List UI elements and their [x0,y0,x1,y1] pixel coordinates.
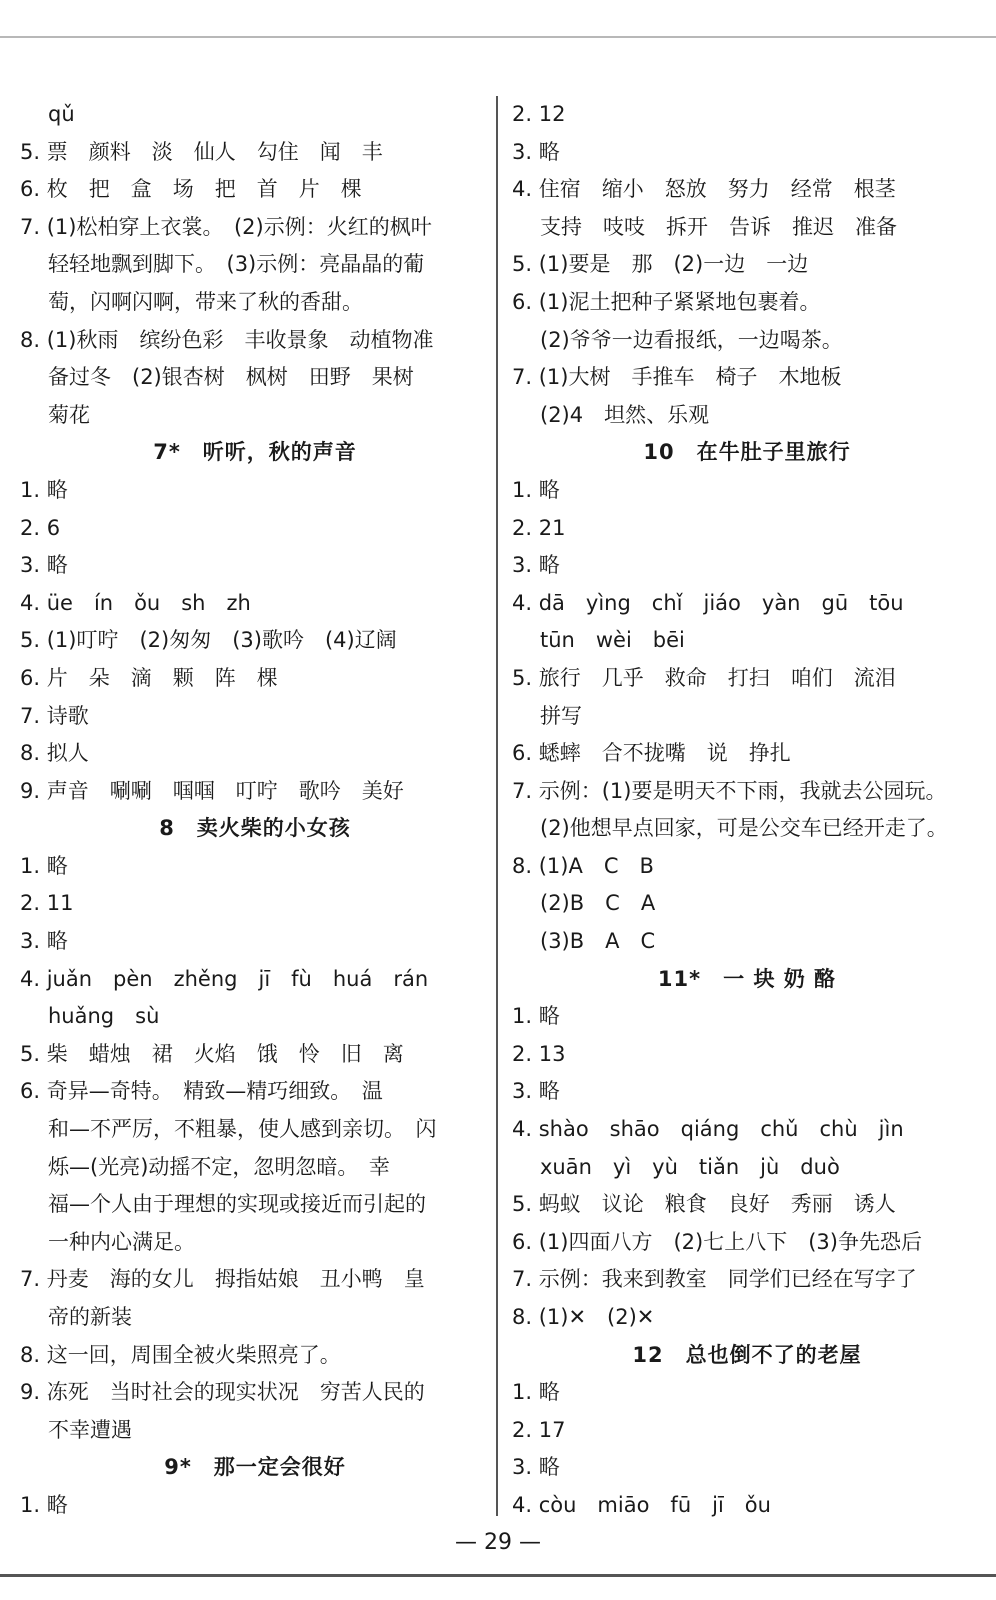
answer-line: 1. 略 [20,1492,68,1517]
answer-line: 3. 略 [20,553,68,578]
answer-line: 3. 略 [512,553,560,578]
answer-line: 和—不严厉，不粗暴，使人感到亲切。 闪 [48,1117,437,1142]
answer-line: 4. còu miāo fū jī ǒu [512,1492,771,1517]
answer-line: 3. 略 [512,139,560,164]
answer-line: 不幸遭遇 [48,1417,132,1442]
answer-line: 6. 枚 把 盒 场 把 首 片 棵 [20,177,362,202]
answer-line: 5. (1)叮咛 (2)匆匆 (3)歌吟 (4)辽阔 [20,628,397,653]
answer-line: 菊花 [48,402,90,427]
answer-line: xuān yì yù tiǎn jù duò [540,1154,840,1179]
answer-line: (3)B A C [540,929,656,954]
answer-line: 4. üe ín ǒu sh zh [20,590,251,615]
answer-line: 3. 略 [20,929,68,954]
answer-line: 1. 略 [20,477,68,502]
answer-line: 6. (1)泥土把种子紧紧地包裹着。 [512,289,821,314]
answer-line: 支持 吱吱 拆开 告诉 推迟 准备 [540,214,897,239]
answer-line: 8. 这一回，周围全被火柴照亮了。 [20,1342,341,1367]
answer-line: 4. shào shāo qiáng chǔ chù jìn [512,1117,904,1142]
answer-line: 福—个人由于理想的实现或接近而引起的 [48,1192,426,1217]
answer-line: 8. (1)✕ (2)✕ [512,1305,655,1329]
answer-line: qǔ [48,102,75,126]
answer-line: 9. 声音 唰唰 啯啯 叮咛 歌吟 美好 [20,778,404,803]
answer-line: 帝的新装 [48,1305,132,1329]
section-heading: 12 总也倒不了的老屋 [632,1342,862,1367]
answer-line: 4. 住宿 缩小 怒放 努力 经常 根茎 [512,177,896,202]
answer-line: 7. (1)松柏穿上衣裳。 (2)示例：火红的枫叶 [20,214,432,239]
answer-line: 1. 略 [20,853,68,878]
section-heading: 9* 那一定会很好 [164,1455,346,1480]
section-heading: 10 在牛肚子里旅行 [643,440,851,465]
answer-line: 拼写 [540,703,582,728]
answer-line: 3. 略 [512,1079,560,1104]
answer-line: 1. 略 [512,477,560,502]
answer-line: 2. 13 [512,1041,566,1066]
section-heading: 7* 听听，秋的声音 [153,440,357,465]
answer-line: 8. (1)秋雨 缤纷色彩 丰收景象 动植物准 [20,327,434,352]
answer-line: 4. dā yìng chǐ jiáo yàn gū tōu [512,590,904,615]
answer-line: 6. (1)四面八方 (2)七上八下 (3)争先恐后 [512,1229,922,1254]
answer-line: 7. 诗歌 [20,703,89,728]
bottom-rule [0,1574,996,1577]
section-heading: 11* 一 块 奶 酪 [657,966,837,991]
page-number: — 29 — [455,1530,541,1555]
answer-line: 7. 示例：(1)要是明天不下雨，我就去公园玩。 [512,778,947,803]
right-column [512,96,982,1525]
answer-line: 5. 旅行 几乎 救命 打扫 咱们 流泪 [512,665,896,690]
answer-line: 6. 片 朵 滴 颗 阵 棵 [20,665,278,690]
answer-line: 1. 略 [512,1380,560,1405]
answer-line: 1. 略 [512,1004,560,1029]
answer-line: 4. juǎn pèn zhěng jī fù huá rán [20,966,429,991]
answer-line: 2. 12 [512,102,566,126]
answer-line: 轻轻地飘到脚下。 (3)示例：亮晶晶的葡 [48,252,425,277]
answer-line: 7. (1)大树 手推车 椅子 木地板 [512,365,842,390]
answer-line: 5. 蚂蚁 议论 粮食 良好 秀丽 诱人 [512,1192,896,1217]
answer-line: (2)他想早点回家，可是公交车已经开走了。 [540,816,948,841]
answer-line: 烁—(光亮)动摇不定，忽明忽暗。 幸 [48,1154,390,1179]
answer-line: 备过冬 (2)银杏树 枫树 田野 果树 [48,365,414,390]
answer-line: 2. 21 [512,515,566,540]
answer-line: 2. 6 [20,515,61,540]
answer-line: 5. (1)要是 那 (2)一边 一边 [512,252,809,277]
answer-line: 5. 票 颜料 淡 仙人 勾住 闻 丰 [20,139,383,164]
section-heading: 8 卖火柴的小女孩 [159,816,351,841]
answer-line: 8. 拟人 [20,741,89,766]
answer-line: (2)B C A [540,891,656,916]
answer-line: 6. 奇异—奇特。 精致—精巧细致。 温 [20,1079,383,1104]
left-column [20,96,490,1525]
answer-line: 3. 略 [512,1455,560,1480]
answer-line: (2)爷爷一边看报纸，一边喝茶。 [540,327,843,352]
column-divider [496,96,498,1516]
answer-line: huǎng sù [48,1004,160,1029]
top-rule [0,36,996,38]
answer-line: 萄，闪啊闪啊，带来了秋的香甜。 [48,289,363,314]
answer-line: 8. (1)A C B [512,853,654,878]
answer-line: 7. 示例：我来到教室 同学们已经在写字了 [512,1267,917,1292]
answer-line: tūn wèi bēi [540,628,685,653]
answer-line: 7. 丹麦 海的女儿 拇指姑娘 丑小鸭 皇 [20,1267,425,1292]
answer-line: 9. 冻死 当时社会的现实状况 穷苦人民的 [20,1380,425,1405]
answer-line: 5. 柴 蜡烛 裙 火焰 饿 怜 旧 离 [20,1041,404,1066]
answer-line: 6. 蟋蟀 合不拢嘴 说 挣扎 [512,741,791,766]
answer-line: 一种内心满足。 [48,1229,195,1254]
answer-line: 2. 11 [20,891,74,916]
answer-line: 2. 17 [512,1417,566,1442]
answer-line: (2)4 坦然、乐观 [540,402,710,427]
